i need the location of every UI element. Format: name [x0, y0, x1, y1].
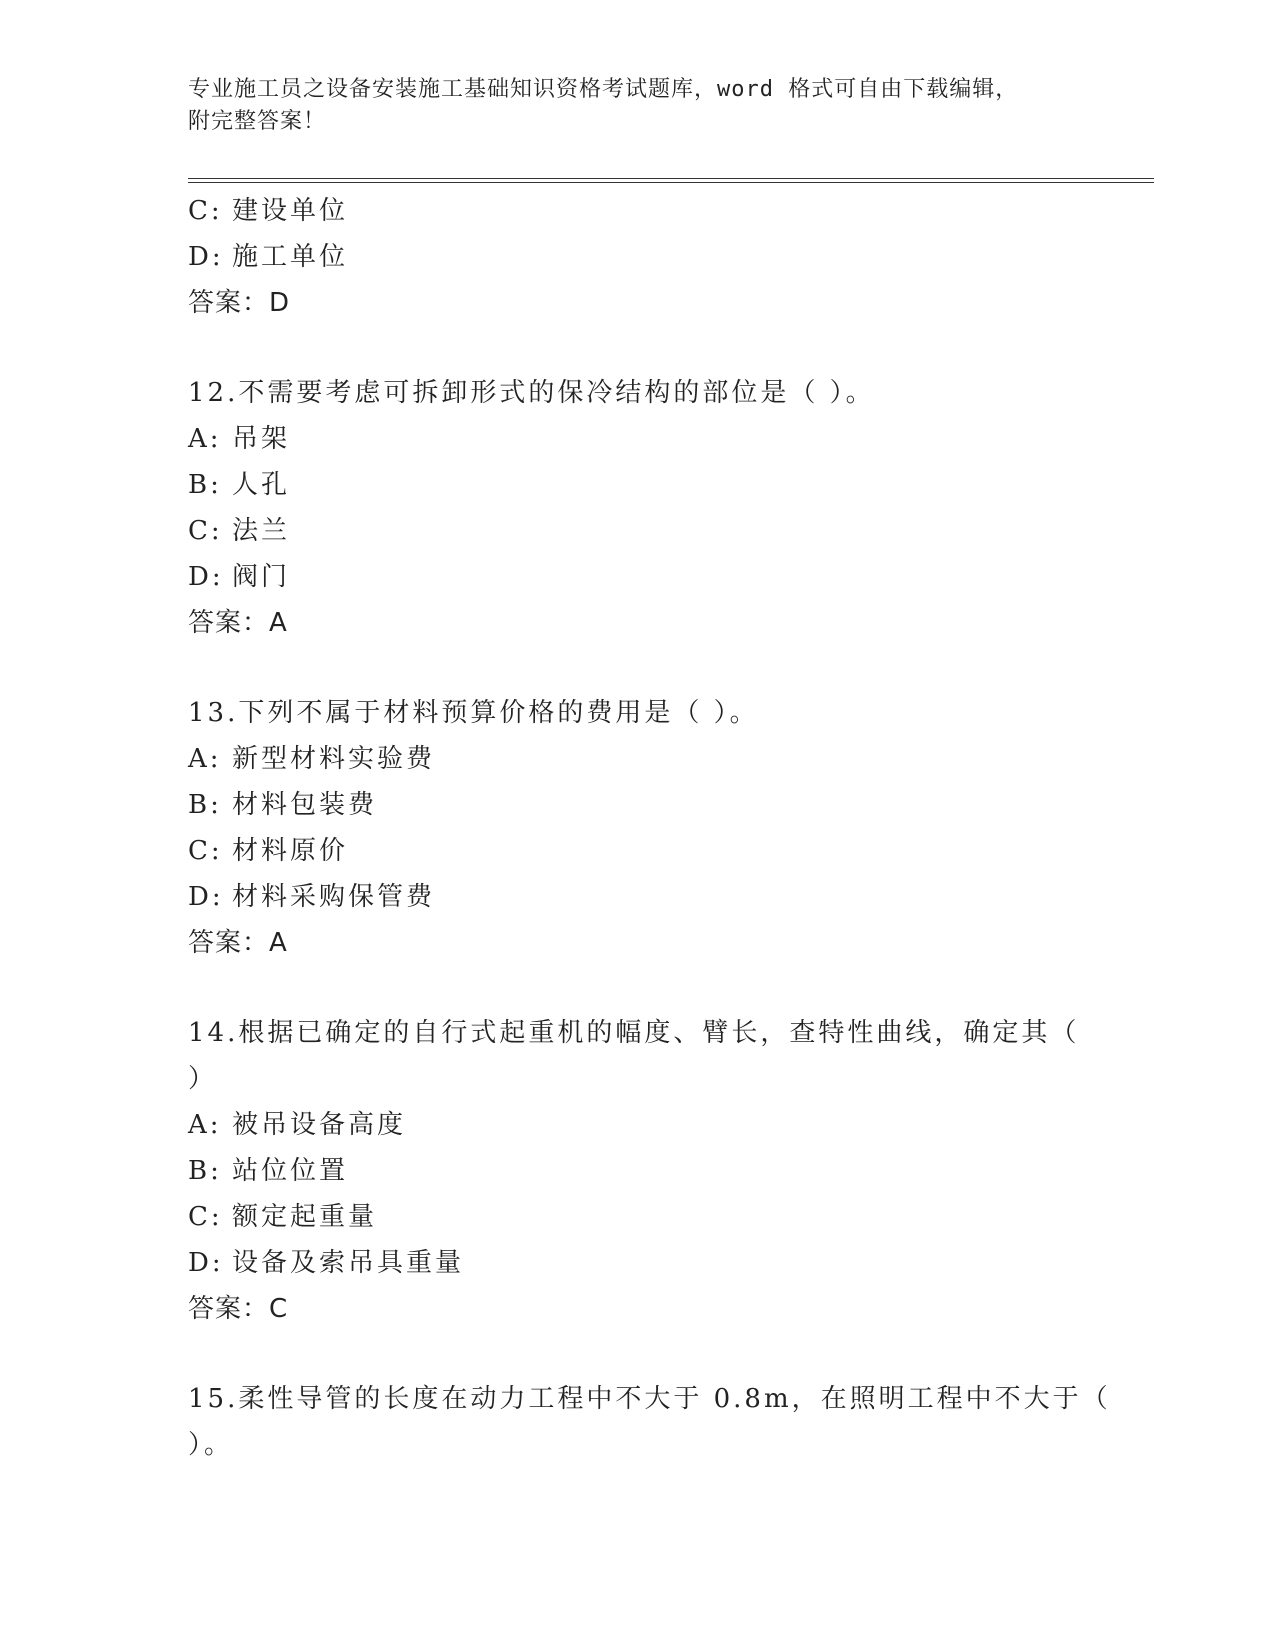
option-text: 被吊设备高度 — [232, 1110, 407, 1140]
option-letter: B: — [188, 1156, 222, 1186]
spacer — [188, 1332, 1088, 1376]
option-letter: D: — [188, 1248, 224, 1278]
question-list — [188, 188, 1111, 1468]
option-letter: A: — [188, 744, 222, 774]
option-letter: C: — [188, 516, 223, 546]
option-d — [188, 554, 1088, 600]
option-text: 材料原价 — [232, 836, 349, 866]
option-a — [188, 416, 1088, 462]
option-text: 新型材料实验费 — [232, 744, 436, 774]
answer-line: 答案：A — [188, 928, 288, 958]
option-text: 材料包装费 — [232, 790, 378, 820]
header-divider — [188, 178, 1154, 183]
spacer — [188, 326, 1088, 370]
option-text: 材料采购保管费 — [232, 882, 436, 912]
question-stem-continued: ） — [188, 1064, 218, 1094]
question-stem-continued: ）。 — [188, 1430, 234, 1460]
option-text: 站位位置 — [232, 1156, 349, 1186]
question-stem: 15.柔性导管的长度在动力工程中不大于 0.8m，在照明工程中不大于（ — [188, 1384, 1111, 1414]
option-letter: D: — [188, 882, 224, 912]
option-text: 施工单位 — [232, 242, 349, 272]
option-c — [188, 1194, 1088, 1240]
option-c — [188, 188, 1088, 234]
option-a — [188, 736, 1088, 782]
question-stem: 13.下列不属于材料预算价格的费用是（ ）。 — [188, 698, 759, 728]
answer-line: 答案：C — [188, 1294, 289, 1324]
option-letter: C: — [188, 1202, 223, 1232]
option-letter: A: — [188, 1110, 222, 1140]
document-header — [188, 74, 1088, 138]
answer-line: 答案：A — [188, 608, 288, 638]
option-letter: D: — [188, 242, 224, 272]
spacer — [188, 646, 1088, 690]
option-b — [188, 782, 1088, 828]
option-b — [188, 1148, 1088, 1194]
header-line-2: 附完整答案！ — [188, 109, 327, 134]
option-d — [188, 874, 1088, 920]
question-stem: 12.不需要考虑可拆卸形式的保冷结构的部位是（ ）。 — [188, 378, 875, 408]
option-text: 吊架 — [232, 424, 291, 454]
option-text: 人孔 — [232, 470, 291, 500]
option-letter: B: — [188, 790, 222, 820]
option-letter: C: — [188, 836, 223, 866]
option-text: 阀门 — [232, 562, 291, 592]
option-d — [188, 1240, 1088, 1286]
option-a — [188, 1102, 1088, 1148]
answer-line: 答案：D — [188, 288, 291, 318]
question-stem: 14.根据已确定的自行式起重机的幅度、臂长，查特性曲线，确定其（ — [188, 1018, 1080, 1048]
header-line-1: 专业施工员之设备安装施工基础知识资格考试题库，word 格式可自由下载编辑， — [188, 77, 1019, 102]
option-letter: A: — [188, 424, 222, 454]
option-letter: C: — [188, 196, 223, 226]
option-d — [188, 234, 1088, 280]
option-c — [188, 508, 1088, 554]
option-c — [188, 828, 1088, 874]
option-letter: D: — [188, 562, 224, 592]
option-text: 设备及索吊具重量 — [232, 1248, 465, 1278]
option-letter: B: — [188, 470, 222, 500]
option-text: 法兰 — [232, 516, 291, 546]
option-text: 建设单位 — [232, 196, 349, 226]
option-text: 额定起重量 — [232, 1202, 378, 1232]
option-b — [188, 462, 1088, 508]
spacer — [188, 966, 1088, 1010]
